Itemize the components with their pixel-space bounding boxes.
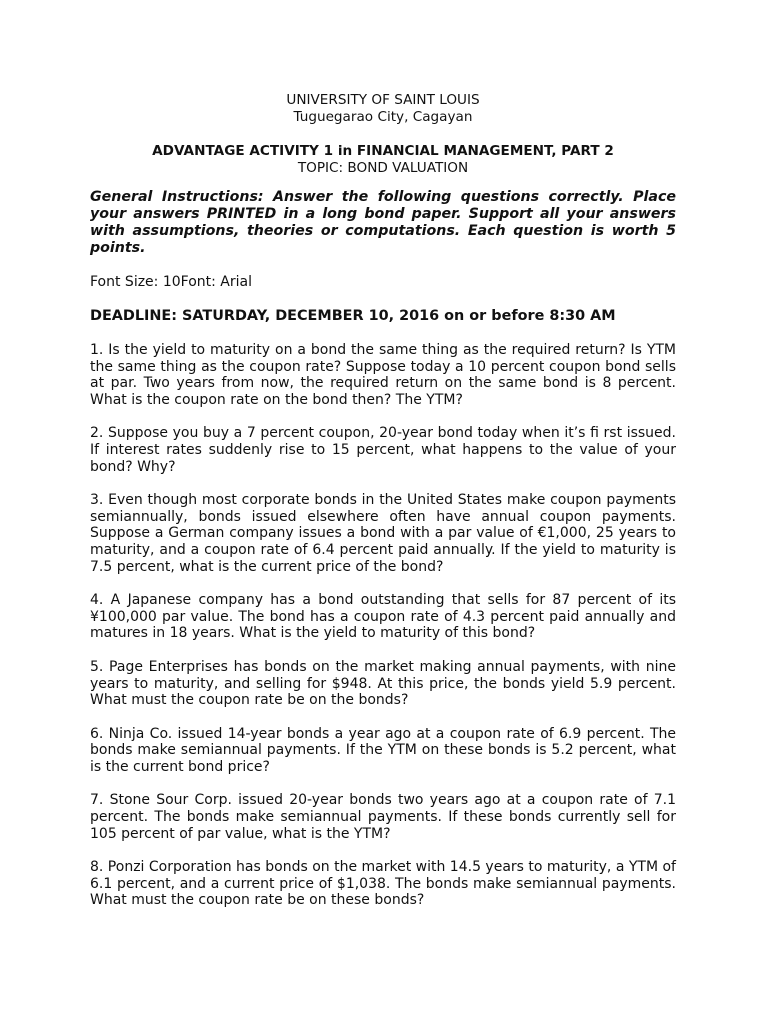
topic-line: TOPIC: BOND VALUATION [297,160,469,176]
activity-title: ADVANTAGE ACTIVITY 1 in FINANCIAL MANAGEMENT, PART 2 [152,143,614,159]
spacer [90,126,676,143]
deadline: DEADLINE: SATURDAY, DECEMBER 10, 2016 on or before 8:30 AM [90,308,616,324]
document-page [90,92,676,926]
question-item: 8. Ponzi Corporation has bonds on the market with 14.5 years to maturity, a YTM of 6.1 percent, and a current price of $1,038. The bonds make semiannual payments. What must the coupon rate be on these bonds? [90,859,676,909]
question-item: 2. Suppose you buy a 7 percent coupon, 20-year bond today when it’s fi rst issued. If interest rates suddenly rise to 15 percent, what happens to the value of your bond? Why? [90,425,676,475]
font-info: Font Size: 10Font: Arial [90,274,252,290]
university-name: UNIVERSITY OF SAINT LOUIS [286,92,480,108]
question-item: 3. Even though most corporate bonds in the United States make coupon payments semiannually, bonds issued elsewhere often have annual coupon payments. Suppose a German company issues a bond with a par value of €1,000, 25 years to maturity, and a coupon rate of 6.4 percent paid annually. If the yield to maturity is 7.5 percent, what is the current price of the bond? [90,492,676,575]
question-list [90,342,676,909]
question-item: 7. Stone Sour Corp. issued 20-year bonds two years ago at a coupon rate of 7.1 percent. The bonds make semiannual payments. If these bonds currently sell for 105 percent of par value, what is the YTM? [90,792,676,842]
general-instructions: General Instructions: Answer the following questions correctly. Place your answers PRINTED in a long bond paper. Support all your answers with assumptions, theories or computations. Each question is worth 5 points. [90,189,676,256]
university-location: Tuguegarao City, Cagayan [293,109,473,125]
question-item: 6. Ninja Co. issued 14-year bonds a year ago at a coupon rate of 6.9 percent. The bonds make semiannual payments. If the YTM on these bonds is 5.2 percent, what is the current bond price? [90,725,676,775]
question-item: 4. A Japanese company has a bond outstanding that sells for 87 percent of its ¥100,000 par value. The bond has a coupon rate of 4.3 percent paid annually and matures in 18 years. What is the yield to maturity of this bond? [90,592,676,642]
question-item: 5. Page Enterprises has bonds on the market making annual payments, with nine years to maturity, and selling for $948. At this price, the bonds yield 5.9 percent. What must the coupon rate be on the bonds? [90,658,676,709]
question-item: 1. Is the yield to maturity on a bond the same thing as the required return? Is YTM the same thing as the coupon rate? Suppose today a 10 percent coupon bond sells at par. Two years from now, the required return on the same bond is 8 percent. What is the coupon rate on the bond then? The YTM? [90,342,676,408]
